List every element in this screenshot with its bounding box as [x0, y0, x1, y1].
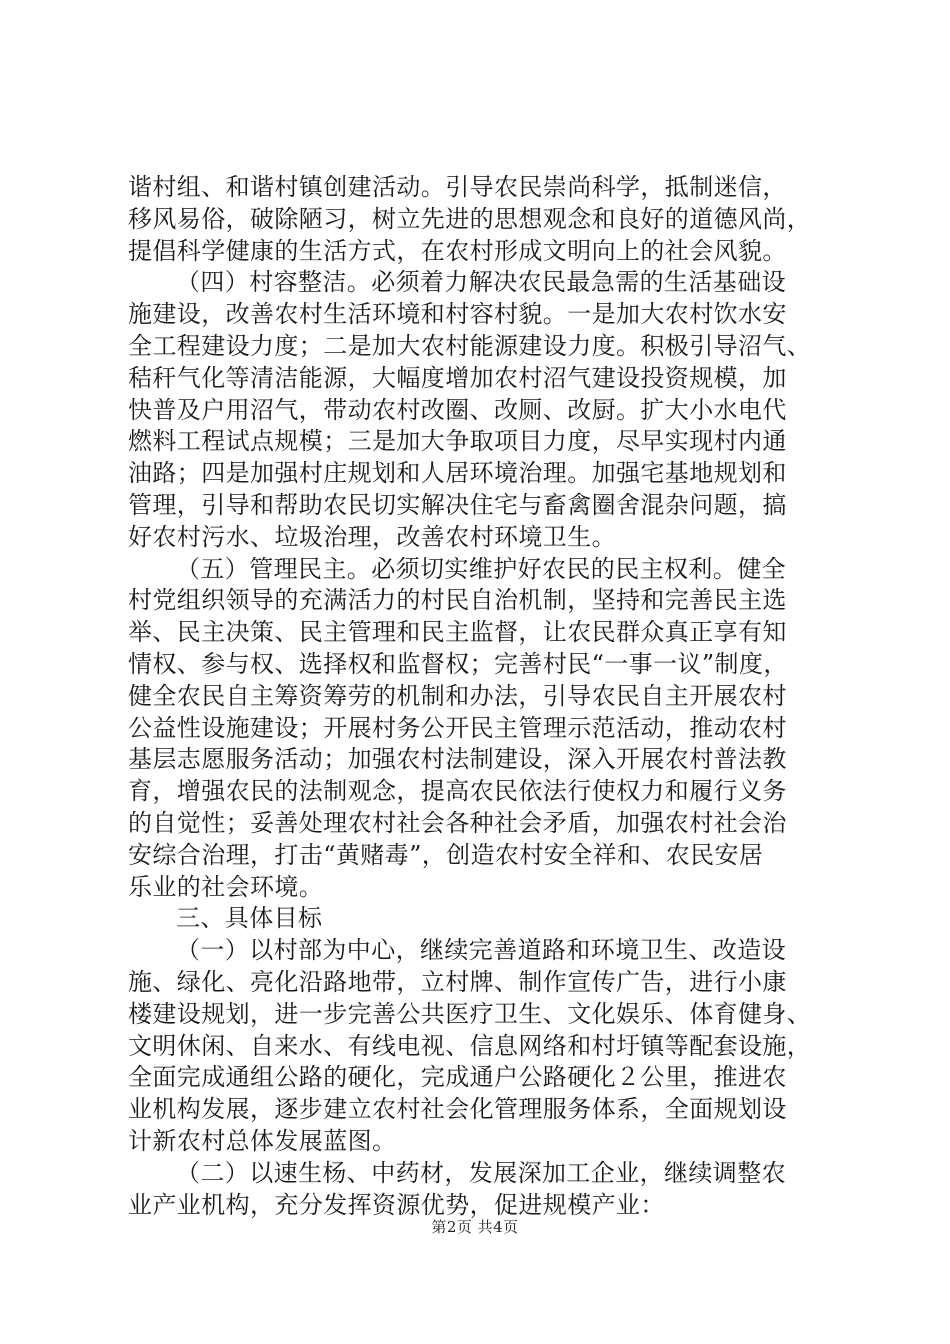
- text-line: 施建设，改善农村生活环境和村容村貌。一是加大农村饮水安: [128, 300, 787, 329]
- text-line: 快普及户用沼气，带动农村改圈、改厕、改厨。扩大小水电代: [128, 395, 787, 424]
- text-line: 举、民主决策、民主管理和民主监督，让农民群众真正享有知: [128, 618, 787, 647]
- text-line: 村党组织领导的充满活力的村民自治机制，坚持和完善民主选: [128, 586, 787, 615]
- text-line: 管理，引导和帮助农民切实解决住宅与畜禽圈舍混杂问题，搞: [128, 490, 787, 519]
- text-line: 业机构发展，逐步建立农村社会化管理服务体系，全面规划设: [128, 1095, 787, 1124]
- text-line: 燃料工程试点规模；三是加大争取项目力度，尽早实现村内通: [128, 427, 787, 456]
- text-line: 全工程建设力度；二是加大农村能源建设力度。积极引导沼气、: [128, 331, 812, 360]
- text-line: 施、绿化、亮化沿路地带，立村牌、制作宣传广告，进行小康: [128, 967, 787, 996]
- text-line: 秸秆气化等清洁能源，大幅度增加农村沼气建设投资规模，加: [128, 363, 787, 392]
- document-body: [128, 172, 838, 1221]
- text-line: 业产业机构，充分发挥资源优势，促进规模产业：: [128, 1190, 665, 1219]
- text-line: 三、具体目标: [176, 904, 323, 933]
- text-line: 安综合治理，打击“黄赌毒”，创造农村安全祥和、农民安居: [128, 840, 764, 869]
- text-line: 计新农村总体发展蓝图。: [128, 1126, 397, 1155]
- text-line: 谐村组、和谐村镇创建活动。引导农民崇尚科学，抵制迷信，: [128, 173, 787, 201]
- text-line: 公益性设施建设；开展村务公开民主管理示范活动，推动农村: [128, 713, 787, 742]
- text-line: 健全农民自主筹资筹劳的机制和办法，引导农民自主开展农村: [128, 681, 787, 710]
- text-line: 楼建设规划，进一步完善公共医疗卫生、文化娱乐、体育健身、: [128, 999, 812, 1028]
- page-footer: 第2页 共4页: [431, 1218, 519, 1236]
- text-line: （四）村容整洁。必须着力解决农民最急需的生活基础设: [176, 268, 786, 297]
- text-line: 好农村污水、垃圾治理，改善农村环境卫生。: [128, 522, 616, 551]
- text-line: 提倡科学健康的生活方式，在农村形成文明向上的社会风貌。: [128, 236, 787, 265]
- text-line: 育，增强农民的法制观念，提高农民依法行使权力和履行义务: [128, 777, 787, 806]
- text-line: 乐业的社会环境。: [128, 872, 324, 901]
- text-line: （五）管理民主。必须切实维护好农民的民主权利。健全: [176, 554, 786, 583]
- text-line: （二）以速生杨、中药材，发展深加工企业，继续调整农: [176, 1158, 786, 1187]
- text-line: （一）以村部为中心，继续完善道路和环境卫生、改造设: [176, 936, 786, 965]
- text-line: 油路；四是加强村庄规划和人居环境治理。加强宅基地规划和: [128, 459, 787, 488]
- text-line: 情权、参与权、选择权和监督权；完善村民“一事一议”制度，: [128, 649, 788, 678]
- text-line: 基层志愿服务活动；加强农村法制建设，深入开展农村普法教: [128, 745, 787, 774]
- text-line: 移风易俗，破除陋习，树立先进的思想观念和良好的道德风尚，: [128, 204, 812, 233]
- text-line: 全面完成通组公路的硬化，完成通户公路硬化２公里，推进农: [128, 1063, 787, 1092]
- text-line: 文明休闲、自来水、有线电视、信息网络和村圩镇等配套设施，: [128, 1031, 812, 1060]
- text-line: 的自觉性；妥善处理农村社会各种社会矛盾，加强农村社会治: [128, 808, 787, 837]
